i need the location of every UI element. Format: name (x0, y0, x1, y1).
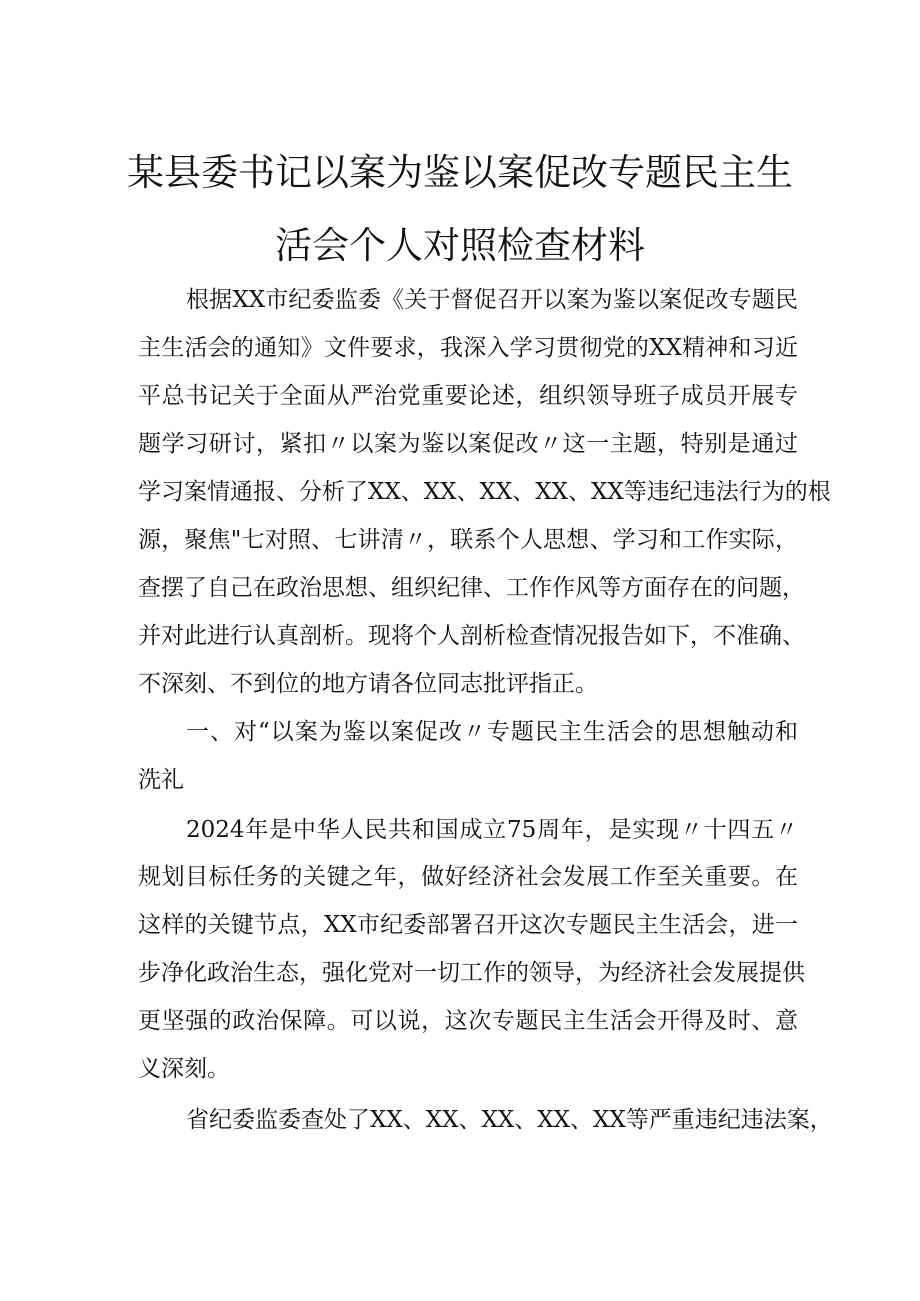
text-line: 不深刻、不到位的地方请各位同志批评指正。 (138, 671, 598, 697)
text-line: 平总书记关于全面从严治党重要论述，组织领导班子成员开展专 (138, 383, 798, 409)
text-line: 源，聚焦"七对照、七讲清〃，联系个人思想、学习和工作实际， (138, 527, 798, 553)
text-line: 省纪委监委查处了XX、XX、XX、XX、XX等严重违纪违法案， (186, 1107, 833, 1133)
text-line: 2024年是中华人民共和国成立75周年，是实现〃十四五〃 (186, 817, 798, 843)
document-title-line-2: 活会个人对照检查材料 (275, 224, 645, 267)
text-line: 规划目标任务的关键之年，做好经济社会发展工作至关重要。在 (138, 864, 798, 890)
text-line: 学习案情通报、分析了XX、XX、XX、XX、XX等违纪违法行为的根 (138, 479, 831, 505)
heading-line: 一、对“以案为鉴以案促改〃专题民主生活会的思想触动和 (186, 719, 798, 745)
text-line: 查摆了自己在政治思想、组织纪律、工作作风等方面存在的问题， (138, 575, 805, 601)
text-line: 主生活会的通知》文件要求，我深入学习贯彻党的XX精神和习近 (138, 335, 798, 361)
text-line: 题学习研讨，紧扣〃以案为鉴以案促改〃这一主题，特别是通过 (138, 431, 798, 457)
heading-line: 洗礼 (138, 767, 184, 793)
text-line: 这样的关键节点，XX市纪委部署召开这次专题民主生活会，进一 (138, 912, 798, 938)
text-line: 义深刻。 (138, 1056, 230, 1082)
text-line: 并对此进行认真剖析。现将个人剖析检查情况报告如下，不准确、 (138, 623, 805, 649)
document-title-line-1: 某县委书记以案为鉴以案促改专题民主生 (127, 151, 793, 194)
text-line: 根据XX市纪委监委《关于督促召开以案为鉴以案促改专题民 (186, 287, 798, 313)
text-line: 步净化政治生态，强化党对一切工作的领导，为经济社会发展提供 (138, 960, 805, 986)
text-line: 更坚强的政治保障。可以说，这次专题民主生活会开得及时、意 (138, 1008, 798, 1034)
